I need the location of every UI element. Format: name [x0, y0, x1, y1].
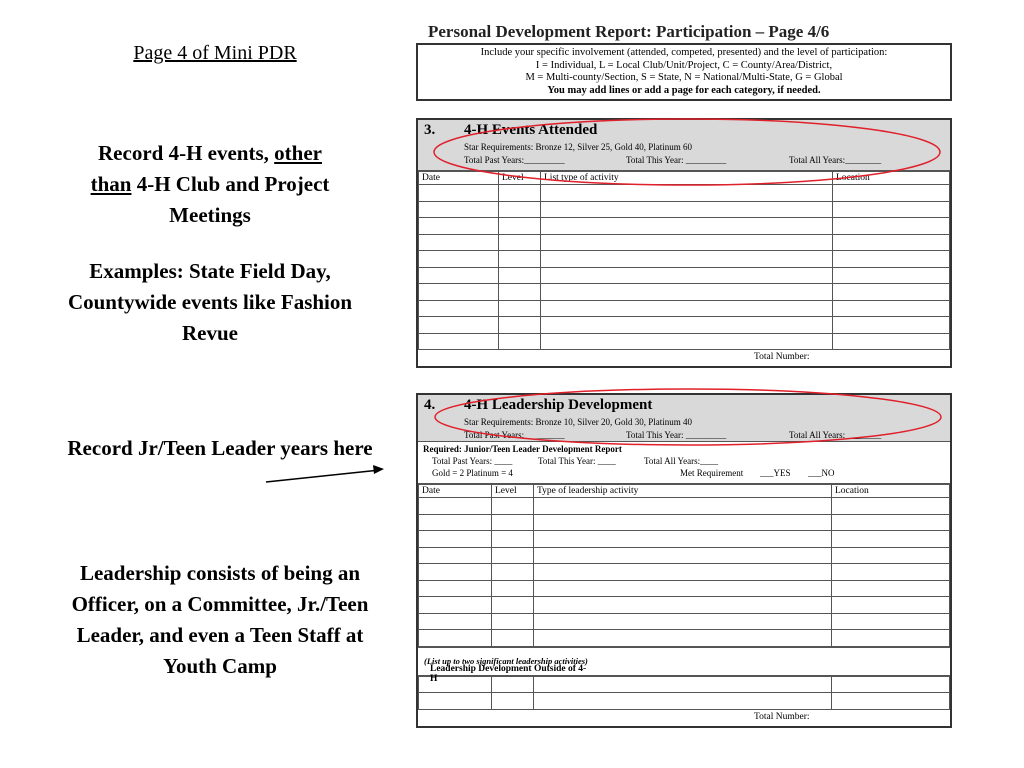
note1-part-a: Record 4-H events, [98, 141, 275, 165]
note1-part-b: other [274, 141, 322, 165]
met-requirement-no[interactable]: ___NO [808, 468, 835, 478]
instructions-line2: I = Individual, L = Local Club/Unit/Project, C = County/Area/District, [535, 59, 833, 71]
note1-part-c: than [90, 172, 132, 196]
instructions-line1: Include your specific involvement (attended, competed, presented) and the level of participation: [480, 47, 888, 58]
section3-highlight-ellipse [434, 119, 940, 185]
section4-highlight-ellipse [435, 389, 941, 445]
section4-total-label: Total Number: [754, 711, 810, 722]
section3-this-year: Total This Year: _________ [626, 155, 727, 165]
col-location: Location [833, 172, 950, 185]
section4-all-years: Total All Years:________ [789, 430, 882, 440]
instructions-line4: You may add lines or add a page for each category, if needed. [547, 84, 821, 96]
note-leadership-consists: Leadership consists of being an Officer, on a Committee, Jr./Teen Leader, and even a Teen Staff at Youth Camp [71, 561, 369, 678]
section4-requirements: Star Requirements: Bronze 10, Silver 20, Gold 30, Platinum 40 [464, 417, 692, 427]
section3-requirements: Star Requirements: Bronze 12, Silver 25, Gold 40, Platinum 60 [464, 142, 692, 152]
report-title: Personal Development Report: Participation – Page 4/6 [428, 22, 830, 41]
gold-platinum-requirement: Gold = 2 Platinum = 4 [432, 468, 513, 478]
required-past-years: Total Past Years: ____ [432, 456, 513, 466]
met-requirement-yes[interactable]: ___YES [760, 468, 791, 478]
arrow-head-icon [373, 465, 384, 474]
page-title: Page 4 of Mini PDR [133, 42, 297, 64]
required-this-year: Total This Year: ____ [538, 456, 616, 466]
col-level: Level [492, 485, 534, 498]
note-examples: Examples: State Field Day, Countywide events like Fashion Revue [67, 259, 353, 345]
instructions-line3: M = Multi-county/Section, S = State, N = National/Multi-State, G = Global [525, 72, 843, 83]
arrow-line [266, 470, 380, 482]
section3-total-label: Total Number: [754, 352, 810, 362]
col-date: Date [419, 485, 492, 498]
col-level: Level [499, 172, 541, 185]
section4-past-years: Total Past Years:_________ [464, 430, 565, 440]
section4-this-year: Total This Year: _________ [626, 430, 727, 440]
col-date: Date [419, 172, 499, 185]
col-activity: List type of activity [541, 172, 833, 185]
note1-part-d: 4-H Club and Project Meetings [131, 172, 330, 227]
section3-all-years: Total All Years:________ [789, 155, 882, 165]
met-requirement-label: Met Requirement [680, 468, 744, 478]
section4-number: 4. [424, 397, 436, 413]
col-activity: Type of leadership activity [534, 485, 832, 498]
section3-number: 3. [424, 122, 436, 138]
section3-title: 4-H Events Attended [464, 122, 598, 138]
outside-4h-label: Leadership Development Outside of 4-H (List up to two significant leadership activities) [424, 655, 588, 684]
section4-title: 4-H Leadership Development [464, 397, 653, 413]
note-leader-years: Record Jr/Teen Leader years here [67, 436, 373, 460]
required-all-years: Total All Years:____ [644, 456, 719, 466]
col-location: Location [832, 485, 950, 498]
section3-past-years: Total Past Years:_________ [464, 155, 565, 165]
outside-4h-note: (List up to two significant leadership activities) [424, 655, 588, 666]
required-label: Required: Junior/Teen Leader Development Report [423, 444, 622, 454]
